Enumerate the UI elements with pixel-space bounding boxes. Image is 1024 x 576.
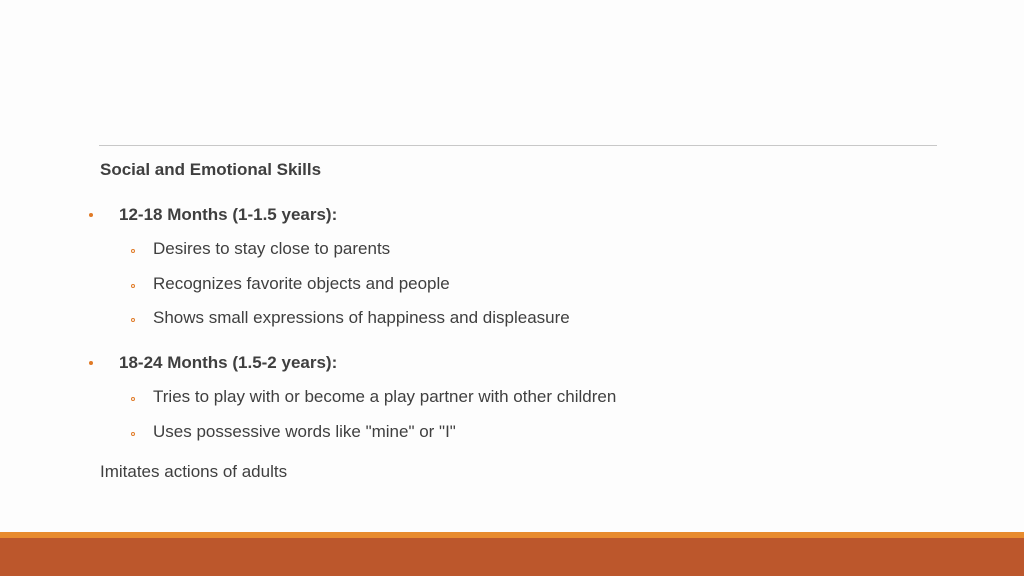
bullet-ring-icon bbox=[131, 284, 135, 288]
bullet-dot-icon bbox=[89, 213, 93, 217]
list-item-text: Tries to play with or become a play partner with other children bbox=[153, 387, 617, 406]
list-item bbox=[131, 274, 450, 294]
top-divider bbox=[99, 145, 937, 146]
group-2-title: 18-24 Months (1.5-2 years): bbox=[119, 353, 338, 372]
list-item-text: Uses possessive words like "mine" or "I" bbox=[153, 422, 456, 441]
slide-heading: Social and Emotional Skills bbox=[100, 160, 322, 179]
group-1-title: 12-18 Months (1-1.5 years): bbox=[119, 205, 338, 224]
list-item bbox=[131, 308, 570, 328]
bullet-ring-icon bbox=[131, 249, 135, 253]
bullet-ring-icon bbox=[131, 397, 135, 401]
list-item-text: Shows small expressions of happiness and displeasure bbox=[153, 308, 570, 327]
group-2-title-row bbox=[89, 353, 337, 373]
bullet-ring-icon bbox=[131, 318, 135, 322]
trailing-text: Imitates actions of adults bbox=[100, 462, 288, 481]
list-item bbox=[131, 422, 456, 442]
footer-bar bbox=[0, 538, 1024, 576]
group-1-title-row bbox=[89, 205, 337, 225]
bullet-dot-icon bbox=[89, 361, 93, 365]
list-item bbox=[131, 239, 390, 259]
list-item-text: Desires to stay close to parents bbox=[153, 239, 391, 258]
bullet-ring-icon bbox=[131, 432, 135, 436]
list-item bbox=[131, 387, 616, 407]
list-item-text: Recognizes favorite objects and people bbox=[153, 274, 450, 293]
